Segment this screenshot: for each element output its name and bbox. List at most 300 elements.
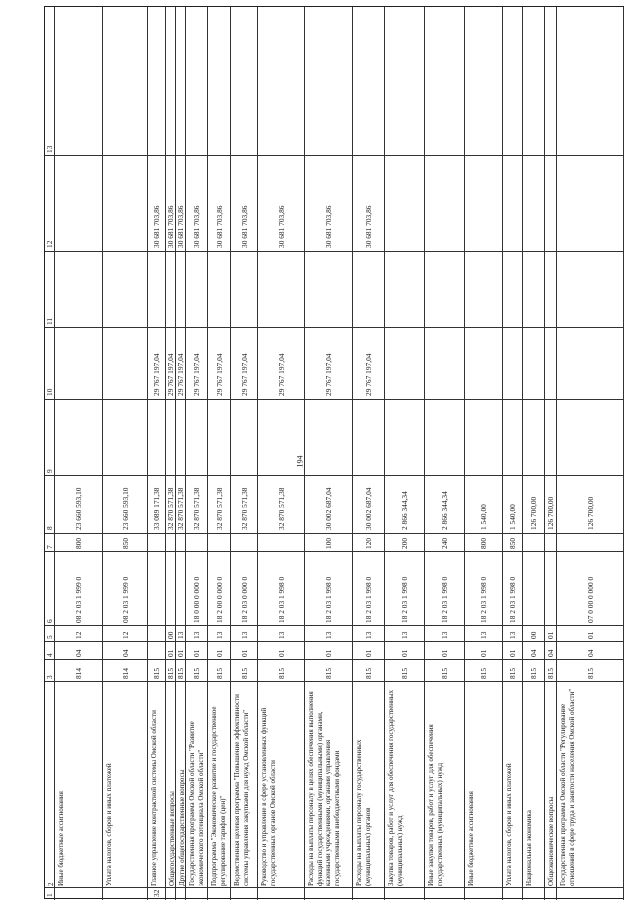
cell-c12 <box>166 156 175 252</box>
cell-c8 <box>166 476 175 534</box>
cell-text: 33 089 171,38 <box>152 487 161 530</box>
header-cell-num <box>45 888 54 900</box>
cell-text: 120 <box>364 537 373 549</box>
cell-text: 01 <box>239 649 249 657</box>
cell-c13 <box>523 7 544 156</box>
cell-c8 <box>425 476 464 534</box>
cell-c4 <box>385 642 424 660</box>
cell-num <box>103 888 147 900</box>
cell-text: 815 <box>239 667 249 679</box>
cell-c4 <box>231 642 257 660</box>
column-number: 7 <box>45 545 54 549</box>
cell-c9 <box>503 400 522 476</box>
cell-c11 <box>258 252 304 328</box>
cell-c5 <box>385 626 424 642</box>
cell-c5 <box>305 626 352 642</box>
cell-c8 <box>305 476 352 534</box>
cell-name <box>305 682 352 888</box>
cell-c10 <box>208 328 230 400</box>
cell-text: Расходы на выплаты персоналу в целях обеспечения выполнения функций государственными (муниципальными) органами, казенными учреждениями, органами управления государственными внебюджетными фондами <box>307 691 341 886</box>
cell-c6 <box>353 552 384 626</box>
cell-c4 <box>258 642 304 660</box>
cell-c7 <box>231 534 257 552</box>
cell-text: 01 <box>364 649 373 657</box>
cell-c10 <box>176 328 185 400</box>
cell-text: 29 767 197,04 <box>166 353 175 396</box>
cell-c10 <box>103 328 147 400</box>
cell-c3 <box>103 660 147 682</box>
cell-c10 <box>148 328 165 400</box>
cell-text: 08 2 03 1 999 0 <box>120 576 130 623</box>
cell-c4 <box>148 642 165 660</box>
cell-text: Главное управление контрактной системы Омской области <box>150 710 158 886</box>
cell-c4 <box>503 642 522 660</box>
cell-text: Расходы на выплаты персоналу государственных (муниципальных) органов <box>355 739 372 886</box>
cell-text: Закупка товаров, работ и услуг для обеспечения государственных (муниципальных) нужд <box>387 689 404 886</box>
cell-c4 <box>545 642 556 660</box>
cell-text: 18 2 03 1 998 0 <box>508 576 517 623</box>
cell-c6 <box>465 552 502 626</box>
page-number: 194 <box>295 455 305 468</box>
cell-text: 815 <box>440 667 449 679</box>
cell-num <box>231 888 257 900</box>
cell-c9 <box>186 400 207 476</box>
cell-c12 <box>258 156 304 252</box>
cell-text: 29 767 197,04 <box>176 353 185 396</box>
cell-text: 13 <box>239 631 249 639</box>
cell-c10 <box>305 328 352 400</box>
cell-text: 04 <box>585 649 595 657</box>
cell-text: 18 2 03 1 998 0 <box>276 576 286 623</box>
cell-c11 <box>557 252 623 328</box>
table-row <box>425 7 465 900</box>
cell-c6 <box>503 552 522 626</box>
cell-c6 <box>231 552 257 626</box>
cell-c3 <box>503 660 522 682</box>
cell-text: 30 681 703,86 <box>214 205 224 248</box>
column-number: 8 <box>45 526 54 530</box>
cell-c9 <box>55 400 102 476</box>
header-cell-c5 <box>45 626 54 642</box>
cell-c13 <box>305 7 352 156</box>
cell-num <box>148 888 165 900</box>
cell-c12 <box>55 156 102 252</box>
cell-text: 04 <box>529 649 538 657</box>
cell-c3 <box>425 660 464 682</box>
cell-c6 <box>103 552 147 626</box>
cell-text: 850 <box>508 537 517 549</box>
cell-c13 <box>353 7 384 156</box>
cell-name <box>465 682 502 888</box>
cell-c3 <box>353 660 384 682</box>
cell-c11 <box>208 252 230 328</box>
cell-text: 30 002 687,04 <box>324 487 333 530</box>
column-number: 13 <box>45 145 54 153</box>
cell-c11 <box>425 252 464 328</box>
cell-c9 <box>465 400 502 476</box>
cell-c3 <box>385 660 424 682</box>
table-row <box>465 7 503 900</box>
cell-c13 <box>148 7 165 156</box>
cell-c4 <box>425 642 464 660</box>
cell-name <box>503 682 522 888</box>
cell-text: 29 767 197,04 <box>152 353 161 396</box>
cell-text: 815 <box>546 667 555 679</box>
cell-c4 <box>55 642 102 660</box>
cell-text: 08 2 03 1 999 0 <box>74 576 83 623</box>
cell-text: 800 <box>479 537 488 549</box>
cell-c7 <box>176 534 185 552</box>
cell-c3 <box>148 660 165 682</box>
header-cell-c8 <box>45 476 54 534</box>
cell-text: 00 <box>166 631 175 639</box>
cell-c11 <box>465 252 502 328</box>
cell-c12 <box>557 156 623 252</box>
cell-c7 <box>353 534 384 552</box>
cell-c5 <box>208 626 230 642</box>
cell-text: 30 681 703,86 <box>239 205 249 248</box>
cell-text: Ведомственная целевая программа "Повышение эффективности системы управления закупками для нужд Омской области" <box>233 694 250 886</box>
cell-text: 815 <box>192 667 201 679</box>
cell-c12 <box>503 156 522 252</box>
cell-c8 <box>503 476 522 534</box>
column-number: 11 <box>45 317 54 325</box>
cell-c13 <box>231 7 257 156</box>
cell-c11 <box>186 252 207 328</box>
table-row <box>305 7 353 900</box>
cell-c4 <box>305 642 352 660</box>
cell-text: 29 767 197,04 <box>364 353 373 396</box>
cell-text: 01 <box>400 649 409 657</box>
cell-c9 <box>231 400 257 476</box>
cell-c9 <box>103 400 147 476</box>
cell-name <box>231 682 257 888</box>
cell-text: Иные бюджетные ассигнования <box>57 791 65 886</box>
cell-c7 <box>186 534 207 552</box>
cell-c10 <box>353 328 384 400</box>
cell-c10 <box>425 328 464 400</box>
cell-text: 32 870 571,38 <box>239 487 249 530</box>
cell-c8 <box>103 476 147 534</box>
cell-text: 815 <box>508 667 517 679</box>
cell-c13 <box>503 7 522 156</box>
cell-text: 13 <box>276 631 286 639</box>
cell-text: 13 <box>479 631 488 639</box>
cell-text: 815 <box>152 667 161 679</box>
cell-text: Общеэкономические вопросы <box>547 796 555 886</box>
cell-name <box>425 682 464 888</box>
cell-text: 100 <box>324 537 333 549</box>
cell-text: 18 2 03 1 998 0 <box>479 576 488 623</box>
cell-c7 <box>465 534 502 552</box>
cell-c8 <box>231 476 257 534</box>
cell-c13 <box>545 7 556 156</box>
cell-c6 <box>148 552 165 626</box>
cell-c12 <box>186 156 207 252</box>
cell-name <box>186 682 207 888</box>
cell-c13 <box>385 7 424 156</box>
cell-text: 240 <box>440 537 449 549</box>
cell-c12 <box>148 156 165 252</box>
cell-c12 <box>231 156 257 252</box>
cell-c7 <box>305 534 352 552</box>
cell-text: 12 <box>120 631 130 639</box>
cell-c12 <box>103 156 147 252</box>
cell-c11 <box>523 252 544 328</box>
cell-c6 <box>545 552 556 626</box>
cell-c10 <box>503 328 522 400</box>
cell-text: 814 <box>120 667 130 679</box>
cell-text: 13 <box>400 631 409 639</box>
cell-c10 <box>55 328 102 400</box>
cell-text: 18 2 03 1 998 0 <box>324 576 333 623</box>
cell-c8 <box>523 476 544 534</box>
cell-c13 <box>258 7 304 156</box>
cell-c7 <box>385 534 424 552</box>
cell-c9 <box>385 400 424 476</box>
cell-text: Иные бюджетные ассигнования <box>467 791 475 886</box>
cell-text: 01 <box>324 649 333 657</box>
cell-text: 815 <box>276 667 286 679</box>
cell-c10 <box>385 328 424 400</box>
cell-name <box>148 682 165 888</box>
cell-c6 <box>258 552 304 626</box>
cell-c5 <box>523 626 544 642</box>
cell-c7 <box>208 534 230 552</box>
cell-c5 <box>231 626 257 642</box>
cell-c4 <box>557 642 623 660</box>
cell-text: 13 <box>192 631 201 639</box>
cell-text: 815 <box>400 667 409 679</box>
cell-c13 <box>176 7 185 156</box>
cell-text: 07 0 00 0 000 0 <box>585 576 595 623</box>
cell-text: 815 <box>585 667 595 679</box>
cell-num <box>545 888 556 900</box>
cell-num <box>503 888 522 900</box>
header-cell-c6 <box>45 552 54 626</box>
cell-c9 <box>305 400 352 476</box>
cell-text: 815 <box>166 667 175 679</box>
cell-c10 <box>523 328 544 400</box>
cell-text: 01 <box>276 649 286 657</box>
cell-text: 13 <box>176 631 185 639</box>
cell-text: 30 002 687,04 <box>364 487 373 530</box>
cell-c6 <box>186 552 207 626</box>
cell-c11 <box>103 252 147 328</box>
cell-text: 18 2 03 1 998 0 <box>440 576 449 623</box>
cell-c13 <box>55 7 102 156</box>
cell-text: 04 <box>74 649 83 657</box>
cell-num <box>176 888 185 900</box>
cell-c6 <box>166 552 175 626</box>
table-row <box>166 7 176 900</box>
cell-c7 <box>103 534 147 552</box>
header-cell-c11 <box>45 252 54 328</box>
cell-text: 32 <box>152 889 161 897</box>
cell-text: 01 <box>508 649 517 657</box>
column-number: 6 <box>45 619 54 623</box>
cell-name <box>55 682 102 888</box>
cell-c8 <box>148 476 165 534</box>
cell-c8 <box>353 476 384 534</box>
cell-c4 <box>103 642 147 660</box>
header-cell-name <box>45 682 54 888</box>
column-number: 4 <box>45 653 54 657</box>
cell-text: Другие общегосударственные вопросы <box>178 769 186 886</box>
cell-c6 <box>208 552 230 626</box>
cell-c11 <box>353 252 384 328</box>
cell-name <box>208 682 230 888</box>
cell-text: 29 767 197,04 <box>214 353 224 396</box>
cell-c3 <box>305 660 352 682</box>
cell-c7 <box>425 534 464 552</box>
cell-text: 32 870 571,38 <box>176 487 185 530</box>
cell-text: Уплата налогов, сборов и иных платежей <box>105 763 113 886</box>
cell-text: Общегосударственные вопросы <box>168 791 176 886</box>
cell-c11 <box>148 252 165 328</box>
cell-text: 29 767 197,04 <box>192 353 201 396</box>
cell-text: 32 870 571,38 <box>214 487 224 530</box>
cell-num <box>385 888 424 900</box>
cell-c5 <box>425 626 464 642</box>
cell-c8 <box>186 476 207 534</box>
cell-text: 04 <box>546 649 555 657</box>
column-number: 9 <box>45 469 54 473</box>
header-cell-c7 <box>45 534 54 552</box>
cell-text: Подпрограмма "Экономическое развитие и государственное регулирование тарифов (цен)" <box>210 706 227 886</box>
cell-c3 <box>231 660 257 682</box>
cell-num <box>523 888 544 900</box>
header-cell-c12 <box>45 156 54 252</box>
cell-c3 <box>523 660 544 682</box>
cell-text: 29 767 197,04 <box>239 353 249 396</box>
cell-text: 23 660 593,10 <box>74 487 83 530</box>
cell-name <box>176 682 185 888</box>
cell-c8 <box>176 476 185 534</box>
column-number: 2 <box>47 882 55 886</box>
column-number: 1 <box>45 893 54 897</box>
cell-c10 <box>545 328 556 400</box>
table-row <box>385 7 425 900</box>
cell-text: 30 681 703,86 <box>324 205 333 248</box>
cell-text: Государственная программа Омской области "Регулирование отношений в сфере труда и занятости населения Омской области" <box>559 688 576 886</box>
header-cell-c10 <box>45 328 54 400</box>
table-row <box>523 7 545 900</box>
cell-text: 04 <box>120 649 130 657</box>
cell-text: 01 <box>585 631 595 639</box>
cell-c6 <box>523 552 544 626</box>
cell-c5 <box>103 626 147 642</box>
cell-c6 <box>425 552 464 626</box>
cell-text: Иные закупки товаров, работ и услуг для обеспечения государственных (муниципальных) нужд <box>427 724 444 886</box>
cell-text: 18 0 00 0 000 0 <box>192 576 201 623</box>
cell-name <box>166 682 175 888</box>
cell-c8 <box>545 476 556 534</box>
cell-c11 <box>166 252 175 328</box>
cell-text: Руководство и управление в сфере установленных функций государственных органов Омской области <box>260 707 277 886</box>
cell-c5 <box>186 626 207 642</box>
cell-text: 01 <box>214 649 224 657</box>
table-row <box>55 7 103 900</box>
cell-name <box>103 682 147 888</box>
cell-c7 <box>545 534 556 552</box>
cell-c13 <box>208 7 230 156</box>
cell-c9 <box>545 400 556 476</box>
table-row <box>258 7 305 900</box>
cell-text: 1 540,00 <box>508 504 517 530</box>
table-row <box>503 7 523 900</box>
cell-c5 <box>148 626 165 642</box>
cell-c9 <box>258 400 304 476</box>
cell-c3 <box>258 660 304 682</box>
cell-text: 126 700,00 <box>546 496 555 530</box>
cell-c7 <box>55 534 102 552</box>
cell-c7 <box>148 534 165 552</box>
table-row <box>148 7 166 900</box>
cell-num <box>208 888 230 900</box>
cell-text: 32 870 571,38 <box>166 487 175 530</box>
cell-c12 <box>385 156 424 252</box>
cell-name <box>545 682 556 888</box>
cell-text: 126 700,00 <box>585 496 595 530</box>
cell-c11 <box>176 252 185 328</box>
cell-c7 <box>557 534 623 552</box>
cell-text: 13 <box>364 631 373 639</box>
cell-text: 815 <box>176 667 185 679</box>
cell-c5 <box>258 626 304 642</box>
cell-text: Уплата налогов, сборов и иных платежей <box>505 763 513 886</box>
cell-text: 814 <box>74 667 83 679</box>
cell-text: 01 <box>192 649 201 657</box>
cell-name <box>353 682 384 888</box>
table-row <box>176 7 186 900</box>
column-number: 5 <box>45 635 54 639</box>
cell-c3 <box>557 660 623 682</box>
cell-c6 <box>305 552 352 626</box>
cell-c11 <box>231 252 257 328</box>
cell-c6 <box>557 552 623 626</box>
table-row <box>186 7 208 900</box>
cell-c10 <box>186 328 207 400</box>
cell-text: 815 <box>529 667 538 679</box>
cell-c12 <box>208 156 230 252</box>
cell-c5 <box>166 626 175 642</box>
cell-c12 <box>305 156 352 252</box>
cell-c3 <box>166 660 175 682</box>
cell-c13 <box>425 7 464 156</box>
table-row <box>231 7 258 900</box>
cell-c12 <box>465 156 502 252</box>
cell-text: 30 681 703,86 <box>276 205 286 248</box>
cell-num <box>557 888 623 900</box>
cell-text: 18 2 03 0 000 0 <box>239 576 249 623</box>
cell-num <box>55 888 102 900</box>
cell-c5 <box>545 626 556 642</box>
cell-c10 <box>231 328 257 400</box>
cell-num <box>353 888 384 900</box>
cell-text: 2 866 344,34 <box>440 491 449 530</box>
cell-text: 18 2 03 1 998 0 <box>400 576 409 623</box>
cell-text: 30 681 703,86 <box>176 205 185 248</box>
cell-text: 01 <box>479 649 488 657</box>
table-row <box>545 7 557 900</box>
cell-c6 <box>55 552 102 626</box>
cell-c12 <box>425 156 464 252</box>
cell-text: 30 681 703,86 <box>364 205 373 248</box>
cell-c6 <box>176 552 185 626</box>
cell-c8 <box>557 476 623 534</box>
cell-c3 <box>465 660 502 682</box>
